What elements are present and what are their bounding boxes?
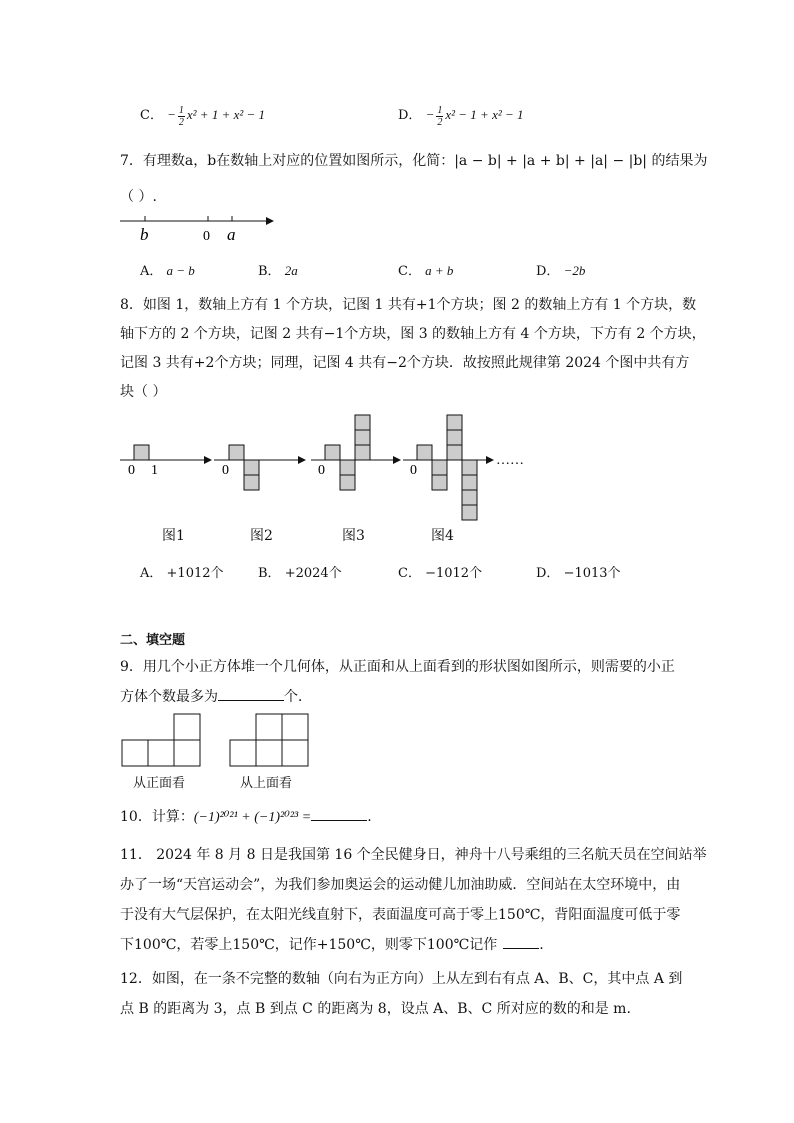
q8-caption-2: 图2 xyxy=(250,528,273,544)
q7-option-b: B． 2a xyxy=(258,263,298,279)
q9-caption-top: 从上面看 xyxy=(240,776,293,791)
q7-number-line xyxy=(118,210,278,246)
q8-fig2-zero: 0 xyxy=(222,463,229,478)
q8-caption-3: 图3 xyxy=(342,528,365,544)
q8-caption-4: 图4 xyxy=(431,528,454,544)
q11-answer-blank[interactable] xyxy=(503,934,539,949)
q7-paren: （ ）. xyxy=(120,189,157,205)
q8-option-b: B． +2024个 xyxy=(258,566,342,581)
q8-figure-1 xyxy=(120,445,212,478)
q11-line4: 下100℃，若零上150℃，记作+150℃，则零下100℃记作 . xyxy=(120,934,544,954)
section-title: 二、填空题 xyxy=(120,633,186,648)
q7-option-d: D． −2b xyxy=(536,263,586,279)
q8-figure-4 xyxy=(403,415,524,520)
q8-figures xyxy=(118,410,548,530)
q8-fig4-zero: 0 xyxy=(410,463,417,478)
q8-caption-1: 图1 xyxy=(162,528,185,544)
q7-label-a: a xyxy=(227,225,236,244)
q12-line2: 点 B 的距离为 3，点 B 到点 C 的距离为 8，设点 A、B、C 所对应的数的和是 m. xyxy=(120,1001,631,1017)
q10: 10．计算：(−1)²⁰²¹ + (−1)²⁰²³ = . xyxy=(120,806,372,826)
q7-stem: 7．有理数a，b在数轴上对应的位置如图所示，化简：|a − b| + |a + b| + |a| − |b| 的结果为 xyxy=(120,153,708,169)
q8-fig1-zero: 0 xyxy=(128,463,135,478)
q7-option-a: A． a − b xyxy=(140,263,195,279)
q7-label-b: b xyxy=(140,225,149,244)
q6-option-c: C． − $\frac{1}{2}$ x² + 1 + x² − 1 xyxy=(140,104,266,128)
q7-option-c: C． a + b xyxy=(398,263,454,279)
q8-ellipsis: …… xyxy=(496,453,524,468)
q9-answer-blank[interactable] xyxy=(218,686,284,701)
q8-fig1-one: 1 xyxy=(151,463,158,478)
q9-front-view xyxy=(122,714,200,766)
q10-answer-blank[interactable] xyxy=(311,806,367,821)
q8-option-a: A． +1012个 xyxy=(140,566,224,581)
q11-line3: 于没有大气层保护，在太阳光线直射下，表面温度可高于零上150℃，背阳面温度可低于零 xyxy=(120,907,681,923)
q11-line2: 办了一场“天宫运动会”，为我们参加奥运会的运动健儿加油助威．空间站在太空环境中，由 xyxy=(120,877,681,893)
q12-line1: 12．如图，在一条不完整的数轴（向右为正方向）上从左到右有点 A、B、C，其中点 A 到 xyxy=(120,971,683,987)
q9-caption-front: 从正面看 xyxy=(133,776,186,791)
q11-line1: 11． 2024 年 8 月 8 日是我国第 16 个全民健身日，神舟十八号乘组的三名航天员在空间站举 xyxy=(120,847,707,863)
q9-top-view xyxy=(230,714,308,766)
q8-option-c: C． −1012个 xyxy=(398,566,483,581)
q8-option-d: D． −1013个 xyxy=(536,566,621,581)
q6-option-d: D． − $\frac{1}{2}$ x² − 1 + x² − 1 xyxy=(398,104,524,128)
q8-line1: 8．如图 1，数轴上方有 1 个方块，记图 1 共有+1个方块；图 2 的数轴上方有 1 个方块，数 xyxy=(120,297,697,313)
q9-views xyxy=(118,710,318,770)
q8-line2: 轴下方的 2 个方块，记图 2 共有−1个方块，图 3 的数轴上方有 4 个方块，下方有 2 个方块， xyxy=(120,326,706,342)
q8-figure-3 xyxy=(311,415,401,490)
q7-label-zero: 0 xyxy=(203,229,210,244)
q9-line2: 方体个数最多为 个． xyxy=(120,686,312,706)
q8-figure-2 xyxy=(214,445,306,490)
q9-line1: 9．用几个小正方体堆一个几何体，从正面和从上面看到的形状图如图所示，则需要的小正 xyxy=(120,659,675,675)
q8-line4: 块（ ） xyxy=(120,384,167,400)
q8-fig3-zero: 0 xyxy=(318,463,325,478)
q8-line3: 记图 3 共有+2个方块；同理，记图 4 共有−2个方块．故按照此规律第 2024 个图中共有方 xyxy=(120,355,690,371)
